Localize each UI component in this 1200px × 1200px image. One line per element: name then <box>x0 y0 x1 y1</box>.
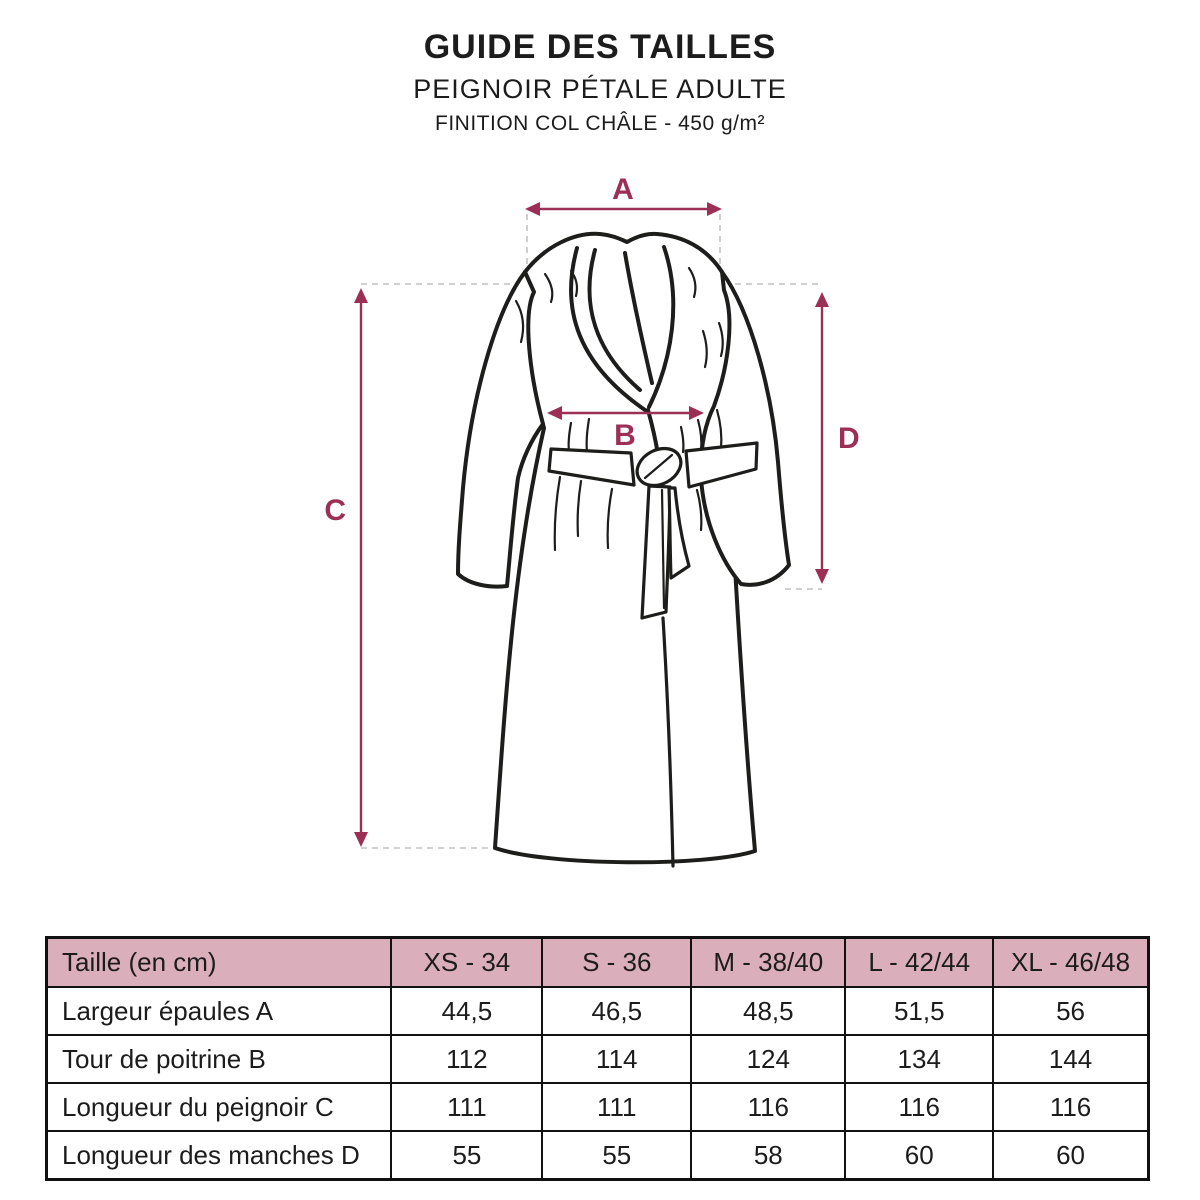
header-cell-xs: XS - 34 <box>391 938 542 988</box>
cell-value: 116 <box>691 1083 845 1131</box>
cell-value: 46,5 <box>542 987 691 1035</box>
cell-value: 55 <box>542 1131 691 1180</box>
header-cell-taille: Taille (en cm) <box>47 938 392 988</box>
arrowhead-c-top <box>354 288 368 303</box>
arrowhead-a-left <box>525 202 540 216</box>
row-label: Tour de poitrine B <box>47 1035 392 1083</box>
header-cell-m: M - 38/40 <box>691 938 845 988</box>
product-subtitle: PEIGNOIR PÉTALE ADULTE <box>413 74 787 104</box>
robe-body-outline <box>495 234 755 862</box>
arrowhead-c-bottom <box>354 832 368 847</box>
cell-value: 112 <box>391 1035 542 1083</box>
row-label: Largeur épaules A <box>47 987 392 1035</box>
cell-value: 60 <box>993 1131 1148 1180</box>
cell-value: 114 <box>542 1035 691 1083</box>
table-row-largeur-epaules <box>47 987 1149 1035</box>
measure-label-b: B <box>614 419 636 452</box>
size-table-header-row <box>47 938 1149 988</box>
measure-label-c: C <box>324 494 346 527</box>
arrowhead-d-top <box>815 292 829 307</box>
cell-value: 60 <box>845 1131 993 1180</box>
arrowhead-a-right <box>707 202 722 216</box>
cell-value: 124 <box>691 1035 845 1083</box>
cell-value: 44,5 <box>391 987 542 1035</box>
header-cell-s: S - 36 <box>542 938 691 988</box>
cell-value: 116 <box>845 1083 993 1131</box>
cell-value: 56 <box>993 987 1148 1035</box>
product-spec: FINITION COL CHÂLE - 450 g/m² <box>435 112 765 135</box>
arrowhead-d-bottom <box>815 569 829 584</box>
row-label: Longueur des manches D <box>47 1131 392 1180</box>
cell-value: 58 <box>691 1131 845 1180</box>
cell-value: 134 <box>845 1035 993 1083</box>
size-table <box>45 936 1150 1181</box>
table-row-tour-poitrine <box>47 1035 1149 1083</box>
page-title: GUIDE DES TAILLES <box>423 28 777 66</box>
header-cell-l: L - 42/44 <box>845 938 993 988</box>
cell-value: 111 <box>542 1083 691 1131</box>
table-row-longueur-manches <box>47 1131 1149 1180</box>
table-row-longueur-peignoir <box>47 1083 1149 1131</box>
cell-value: 48,5 <box>691 987 845 1035</box>
measure-label-a: A <box>612 173 634 206</box>
cell-value: 51,5 <box>845 987 993 1035</box>
header-cell-xl: XL - 46/48 <box>993 938 1148 988</box>
cell-value: 111 <box>391 1083 542 1131</box>
cell-value: 55 <box>391 1131 542 1180</box>
row-label: Longueur du peignoir C <box>47 1083 392 1131</box>
measure-label-d: D <box>838 422 860 455</box>
cell-value: 116 <box>993 1083 1148 1131</box>
cell-value: 144 <box>993 1035 1148 1083</box>
